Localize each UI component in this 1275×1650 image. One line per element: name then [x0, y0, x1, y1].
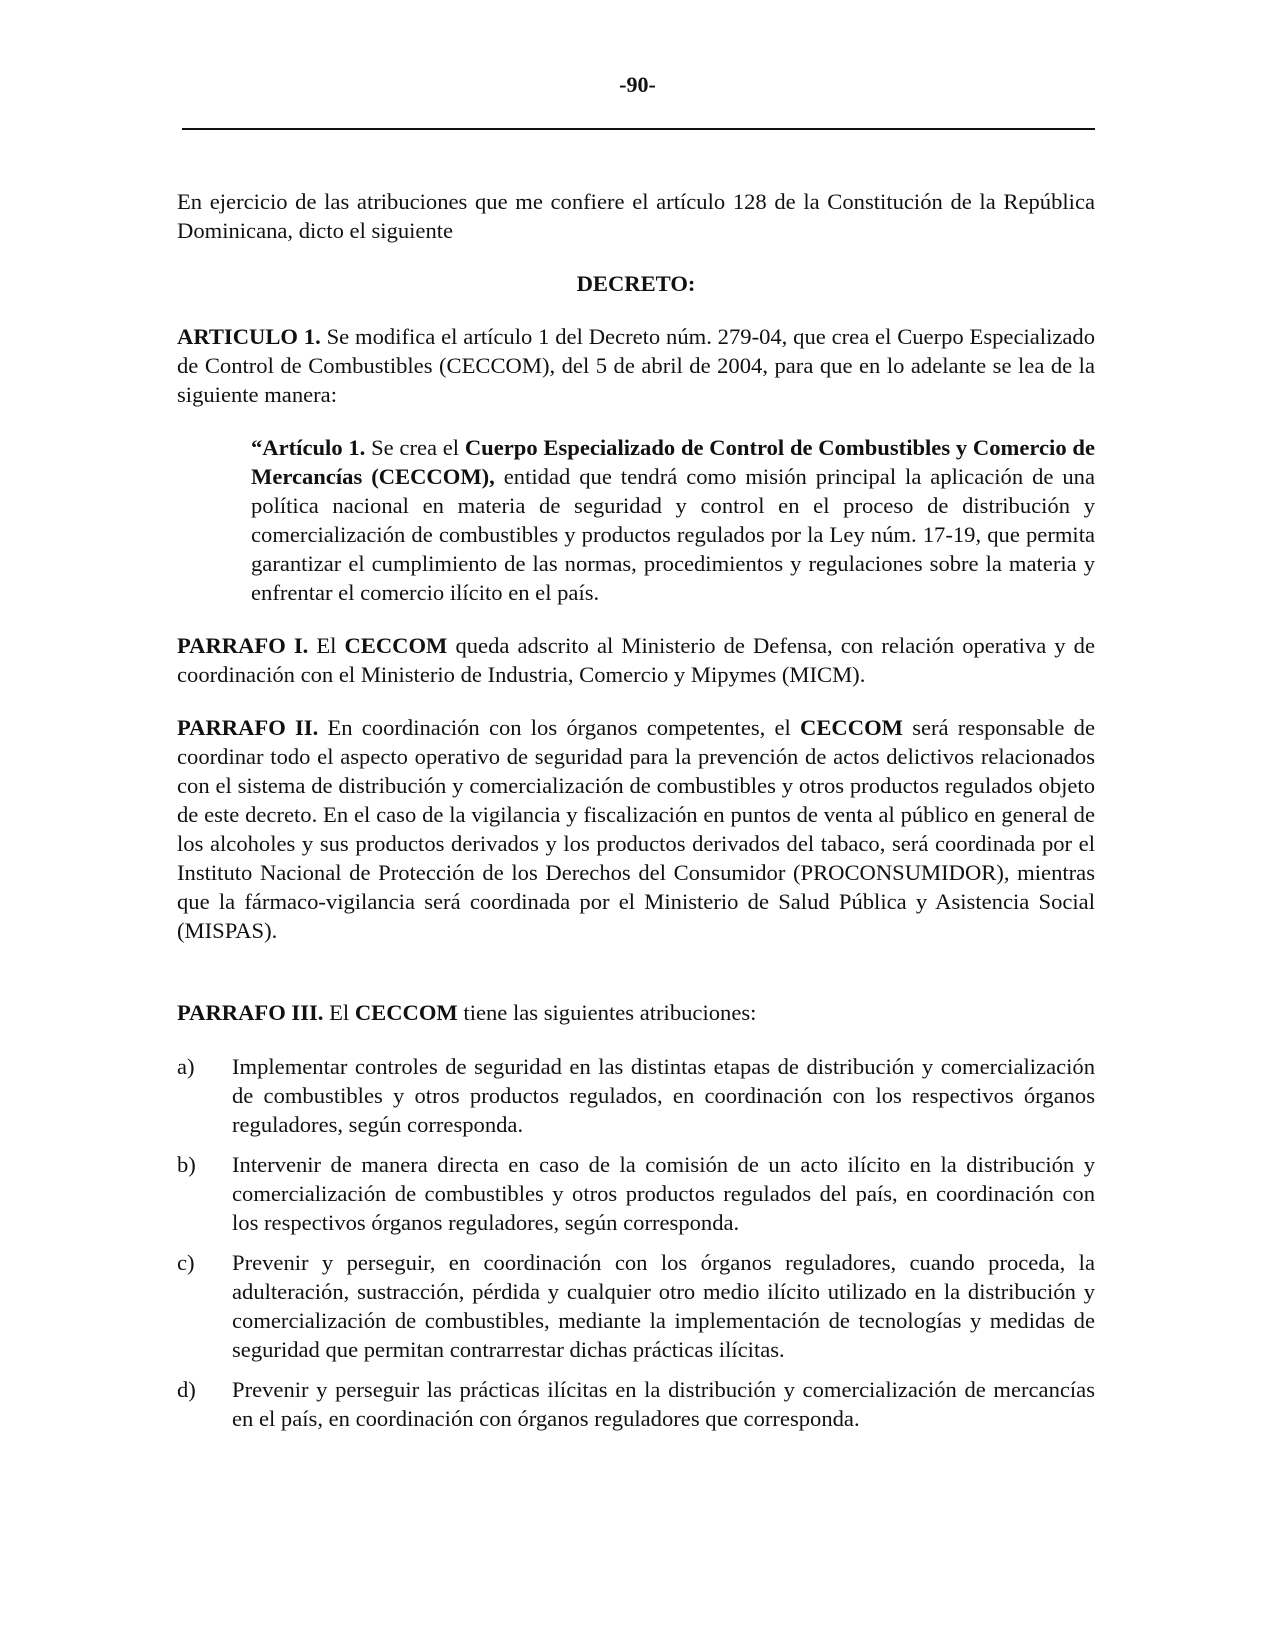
list-item — [177, 1248, 1095, 1364]
list-item-letter: d) — [177, 1377, 196, 1402]
quoted-text-1: Se crea el — [365, 435, 465, 460]
quoted-articulo-1 — [251, 433, 1095, 607]
parrafo-1-text-1: El — [308, 633, 345, 658]
parrafo-2 — [177, 713, 1095, 945]
quoted-text-2: entidad que tendrá como misión principal la aplicación de una política nacional en materia de seguridad y control en el proceso de distribución y comercialización de combustibles y productos regulados por la Ley núm. 17-19, que permita garantizar el cumplimiento de las normas, procedimientos y regulaciones sobre la materia y enfrentar el comercio ilícito en el país. — [251, 464, 1095, 605]
parrafo-1-text-2: queda adscrito al Ministerio de Defensa, con relación operativa y de coordinación con el Ministerio de Industria, Comercio y Mipymes (MICM). — [177, 633, 1095, 687]
intro-paragraph: En ejercicio de las atribuciones que me confiere el artículo 128 de la Constitución de la República Dominicana, dicto el siguiente — [177, 189, 1095, 243]
parrafo-3 — [177, 998, 1095, 1027]
parrafo-1-ceccom: CECCOM — [344, 633, 448, 658]
articulo-1-paragraph — [177, 322, 1095, 409]
parrafo-2-label: PARRAFO II. — [177, 715, 319, 740]
page-number: -90- — [619, 72, 656, 97]
list-item-text: Prevenir y perseguir, en coordinación con los órganos reguladores, cuando proceda, la adulteración, sustracción, pérdida y cualquier otro medio ilícito utilizado en la distribución y comercialización de combustibles, mediante la implementación de tecnologías y medidas de seguridad que permitan contrarrestar dichas prácticas ilícitas. — [232, 1250, 1095, 1362]
list-item-text: Intervenir de manera directa en caso de la comisión de un acto ilícito en la distribución y comercialización de combustibles y otros productos regulados del país, en coordinación con los respectivos órganos reguladores, según corresponda. — [232, 1152, 1095, 1235]
parrafo-3-ceccom: CECCOM — [354, 1000, 458, 1025]
list-item-letter: a) — [177, 1054, 195, 1079]
parrafo-2-text-1: En coordinación con los órganos competentes, el — [318, 715, 801, 740]
articulo-1-label: ARTICULO 1. — [177, 324, 321, 349]
quoted-entity-name: Cuerpo Especializado de Control de Combustibles y Comercio de Mercancías (CECCOM), — [251, 435, 1095, 489]
parrafo-2-text-2: será responsable de coordinar todo el aspecto operativo de seguridad para la prevención de actos delictivos relacionados con el sistema de distribución y comercialización de combustibles y otros productos regulados objeto de este decreto. En el caso de la vigilancia y fiscalización en puntos de venta al público en general de los alcoholes y sus productos derivados y los productos derivados del tabaco, será coordinada por el Instituto Nacional de Protección de los Derechos del Consumidor (PROCONSUMIDOR), mientras que la fármaco-vigilancia será coordinada por el Ministerio de Salud Pública y Asistencia Social (MISPAS). — [177, 715, 1095, 943]
list-item — [177, 1052, 1095, 1139]
list-item-letter: b) — [177, 1152, 196, 1177]
articulo-1-text: Se modifica el artículo 1 del Decreto núm. 279-04, que crea el Cuerpo Especializado de Control de Combustibles (CECCOM), del 5 de abril de 2004, para que en lo adelante se lea de la siguiente manera: — [177, 324, 1095, 407]
parrafo-3-label: PARRAFO III. — [177, 1000, 324, 1025]
list-item-text: Implementar controles de seguridad en las distintas etapas de distribución y comercialización de combustibles y otros productos regulados, en coordinación con los respectivos órganos reguladores, según corresponda. — [232, 1054, 1095, 1137]
list-item — [177, 1375, 1095, 1433]
list-item — [177, 1150, 1095, 1237]
parrafo-1 — [177, 631, 1095, 689]
document-body — [177, 187, 1095, 1444]
decree-heading: DECRETO: — [576, 271, 696, 296]
atribuciones-list — [177, 1052, 1095, 1433]
quoted-articulo-label: “Artículo 1. — [251, 435, 366, 460]
header-divider — [182, 128, 1095, 130]
parrafo-1-label: PARRAFO I. — [177, 633, 309, 658]
list-item-letter: c) — [177, 1250, 195, 1275]
parrafo-3-text-1: El — [323, 1000, 355, 1025]
parrafo-2-ceccom: CECCOM — [800, 715, 903, 740]
list-item-text: Prevenir y perseguir las prácticas ilícitas en la distribución y comercialización de mercancías en el país, en coordinación con órganos reguladores que corresponda. — [232, 1377, 1095, 1431]
parrafo-3-text-2: tiene las siguientes atribuciones: — [457, 1000, 757, 1025]
